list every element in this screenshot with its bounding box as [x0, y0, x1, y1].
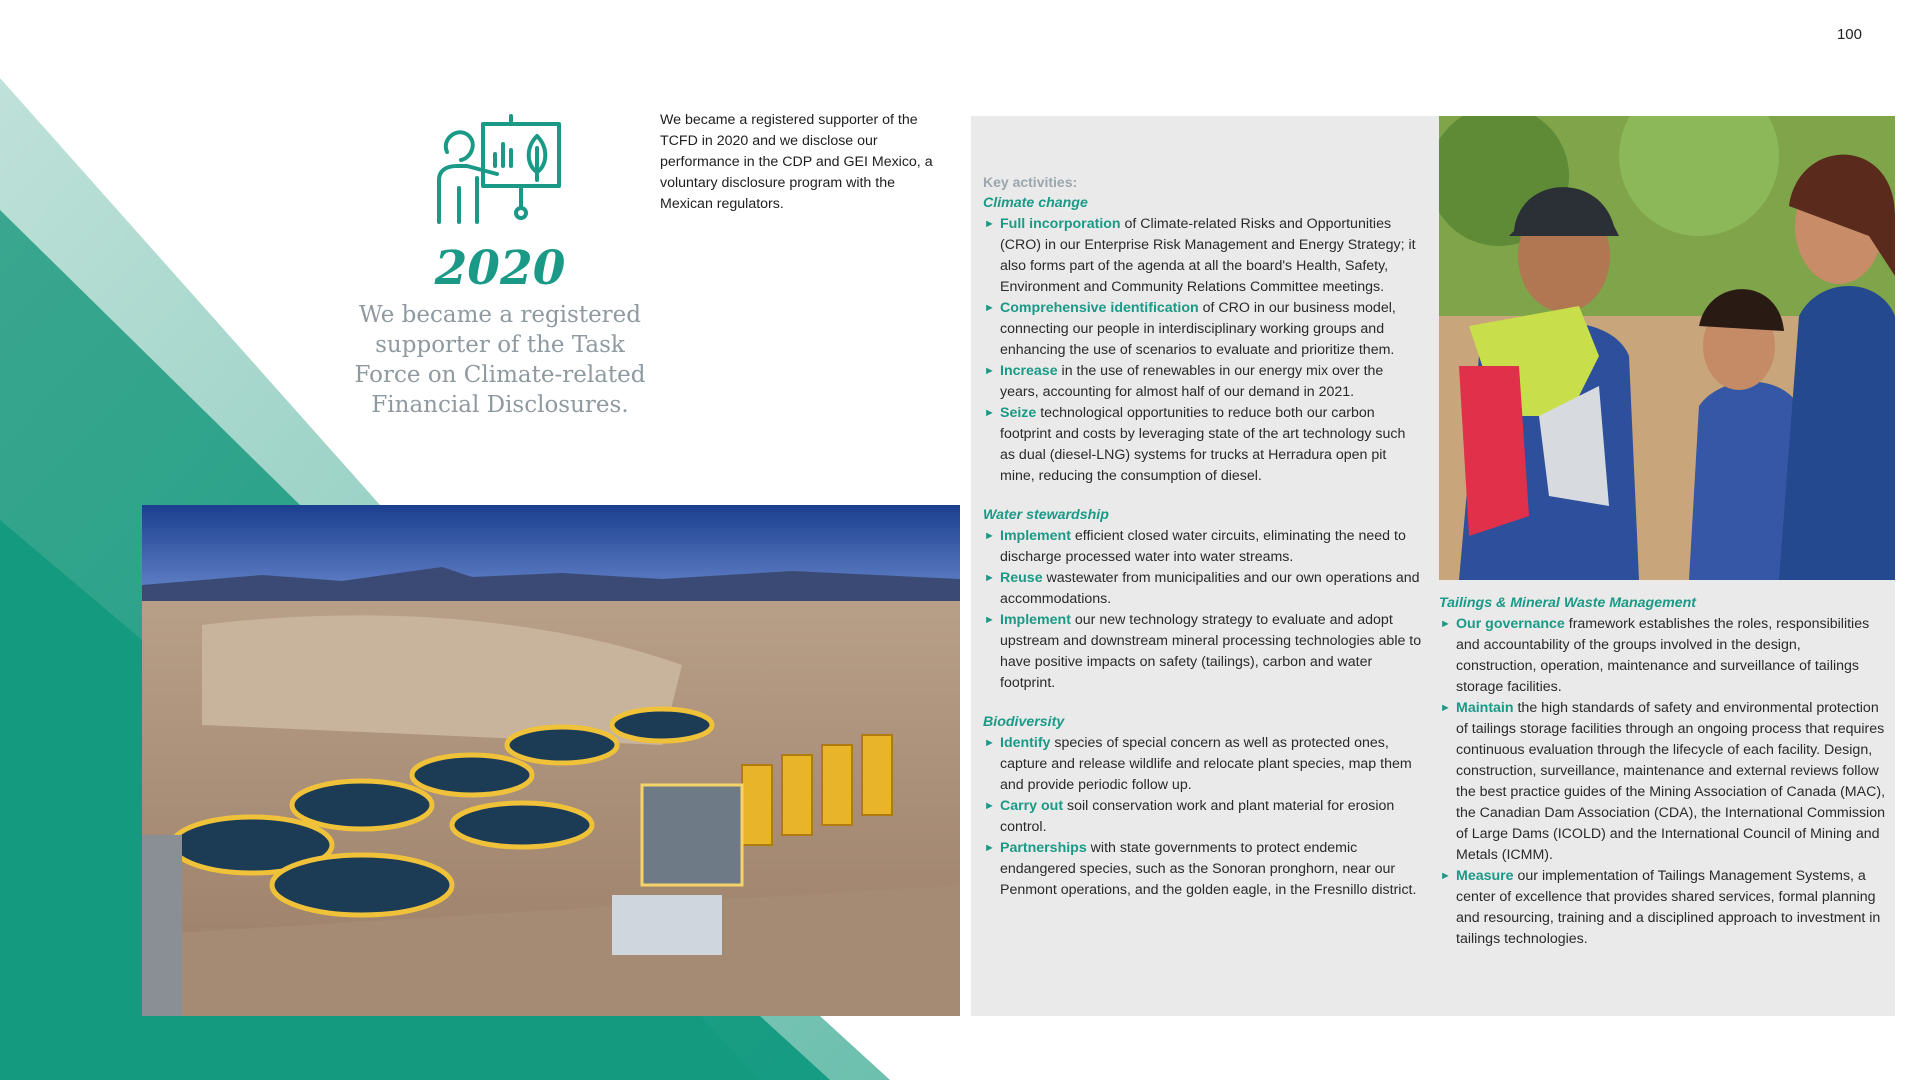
bullet-triangle-icon: ► [984, 530, 995, 542]
item-text: our new technology strategy to evaluate and adopt upstream and downstream mineral processing technologies able to have positive impacts on safety (tailings), carbon and water footprint. [1000, 612, 1422, 691]
list-item [1439, 614, 1885, 698]
item-keyword: Carry out [1000, 798, 1064, 814]
climate-change-title: Climate change [983, 195, 1088, 211]
milestone-year: 2020 [434, 241, 566, 296]
item-keyword: Our governance [1456, 616, 1565, 632]
list-item [983, 733, 1423, 796]
biodiversity-title: Biodiversity [983, 714, 1065, 730]
item-text: efficient closed water circuits, eliminating the need to discharge processed water into water streams. [1000, 528, 1406, 565]
bullet-triangle-icon: ► [984, 407, 995, 419]
item-keyword: Reuse [1000, 570, 1043, 586]
tailings-list [1439, 614, 1885, 950]
bullet-triangle-icon: ► [984, 737, 995, 749]
climate-change-list [983, 214, 1423, 487]
list-item [1439, 698, 1885, 866]
biodiversity-list [983, 733, 1423, 901]
bullet-triangle-icon: ► [984, 218, 995, 230]
item-text: of Climate-related Risks and Opportunities (CRO) in our Enterprise Risk Management and Energy Strategy; it also forms part of the agenda at all the board's Health, Safety, Environment and Community Relations Committee meetings. [1000, 216, 1416, 295]
bullet-triangle-icon: ► [984, 614, 995, 626]
tailings-title: Tailings & Mineral Waste Management [1439, 595, 1697, 611]
page-number: 100 [1836, 26, 1862, 43]
list-item [983, 796, 1423, 838]
bullet-triangle-icon: ► [1440, 702, 1451, 714]
list-item [983, 526, 1423, 568]
intro-paragraph: We became a registered supporter of the TCFD in 2020 and we disclose our performance in the CDP and GEI Mexico, a voluntary disclosure program with the Mexican regulators. [660, 112, 933, 212]
item-text: in the use of renewables in our energy mix over the years, accounting for almost half of our demand in 2021. [1000, 363, 1384, 400]
key-activities-column-right [1439, 593, 1885, 950]
item-text: soil conservation work and plant material for erosion control. [1000, 798, 1395, 835]
list-item [983, 298, 1423, 361]
bullet-triangle-icon: ► [984, 800, 995, 812]
item-text: technological opportunities to reduce both our carbon footprint and costs by leveraging state of the art technology such as dual (diesel-LNG) systems for trucks at Herradura open pit mine, reducing the consumption of diesel. [1000, 405, 1406, 484]
item-keyword: Comprehensive identification [1000, 300, 1199, 316]
item-keyword: Partnerships [1000, 840, 1087, 856]
item-keyword: Identify [1000, 735, 1051, 751]
water-stewardship-title: Water stewardship [983, 507, 1109, 523]
list-item [983, 403, 1423, 487]
item-keyword: Measure [1456, 868, 1514, 884]
processing-plant-photo [142, 505, 960, 1016]
water-stewardship-list [983, 526, 1423, 694]
list-item [983, 838, 1423, 901]
item-text: framework establishes the roles, responsibilities and accountability of the groups involved in the design, construction, operation, maintenance and surveillance of tailings storage facilities. [1456, 616, 1870, 695]
item-keyword: Maintain [1456, 700, 1514, 716]
bullet-triangle-icon: ► [984, 302, 995, 314]
list-item [983, 610, 1423, 694]
item-keyword: Implement [1000, 612, 1071, 628]
bullet-triangle-icon: ► [984, 365, 995, 377]
item-keyword: Seize [1000, 405, 1037, 421]
milestone-caption: We became a registered supporter of the Task Force on Climate-related Financial Disclosures. [354, 302, 646, 418]
wildlife-rescue-photo [1439, 116, 1895, 580]
key-activities-column-middle [983, 172, 1423, 901]
list-item [1439, 866, 1885, 950]
bullet-triangle-icon: ► [1440, 618, 1451, 630]
list-item [983, 568, 1423, 610]
bullet-triangle-icon: ► [984, 842, 995, 854]
item-text: wastewater from municipalities and our own operations and accommodations. [1000, 570, 1420, 607]
item-text: with state governments to protect endemic endangered species, such as the Sonoran pronghorn, near our Penmont operations, and the golden eagle, in the Fresnillo district. [1000, 840, 1417, 898]
item-text: our implementation of Tailings Management Systems, a center of excellence that provides shared services, formal planning and resourcing, training and a disciplined approach to investment in tailings technologies. [1456, 868, 1881, 947]
list-item [983, 361, 1423, 403]
list-item [983, 214, 1423, 298]
presentation-leaf-chart-icon [437, 114, 565, 226]
item-text: the high standards of safety and environmental protection of tailings storage facilities through an ongoing process that requires continuous evaluation through the lifecycle of each facility. Design, construction, surveillance, maintenance and external reviews follow the best practice guides of the Mining Association of Canada (MAC), the Canadian Dam Association (CDA), the International Commission of Large Dams (ICOLD) and the International Council of Mining and Metals (ICMM). [1456, 700, 1886, 863]
item-keyword: Increase [1000, 363, 1058, 379]
item-keyword: Implement [1000, 528, 1071, 544]
item-text: of CRO in our business model, connecting our people in interdisciplinary working groups and enhancing the use of scenarios to evaluate and prioritize them. [1000, 300, 1396, 358]
bullet-triangle-icon: ► [1440, 870, 1451, 882]
item-keyword: Full incorporation [1000, 216, 1121, 232]
key-activities-heading: Key activities: [983, 174, 1078, 190]
bullet-triangle-icon: ► [984, 572, 995, 584]
item-text: species of special concern as well as protected ones, capture and release wildlife and relocate plant species, map them and provide periodic follow up. [1000, 735, 1412, 793]
